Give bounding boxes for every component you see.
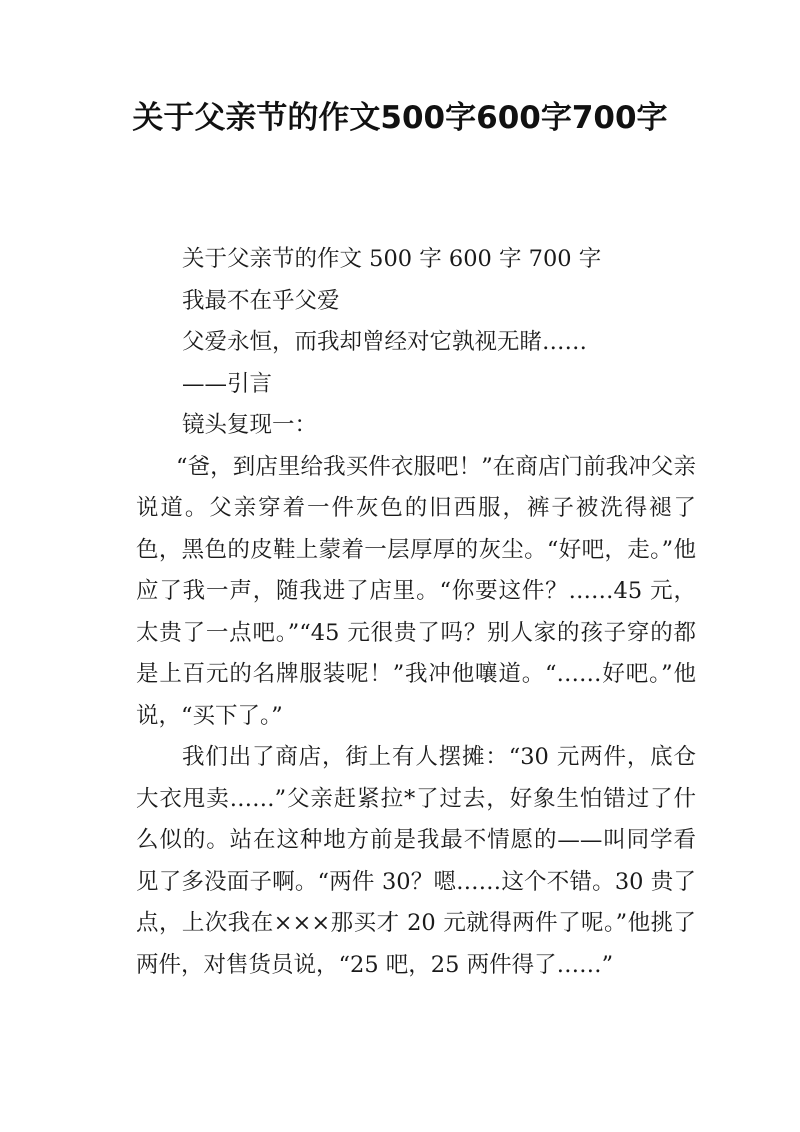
- document-title: 关于父亲节的作文500字600字700字: [132, 100, 668, 136]
- paragraph-epigraph: 父爱永恒，而我却曾经对它孰视无睹……: [182, 329, 588, 355]
- paragraph-scene-label: 镜头复现一：: [182, 412, 318, 438]
- paragraph-subtitle: 我最不在乎父爱: [182, 287, 340, 314]
- document-body: [136, 239, 696, 986]
- paragraph-heading: 关于父亲节的作文 500 字 600 字 700 字: [182, 246, 602, 272]
- paragraph-epigraph-source: ——引言: [182, 370, 273, 397]
- paragraph-body: “爸，到店里给我买件衣服吧！”在商店门前我冲父亲说道。父亲穿着一件灰色的旧西服，裤子被洗得褪了色，黑色的皮鞋上蒙着一层厚厚的灰尘。“好吧，走。”他应了我一声，随我进了店里。“你要这件？……45 元，太贵了一点吧。”“45 元很贵了吗？别人家的孩子穿的都是上百元的名牌服装呢！”我冲他嚷道。“……好吧。”他说，“买下了。”: [136, 453, 696, 729]
- paragraph-body: 我们出了商店，街上有人摆摊：“30 元两件，底仓大衣甩卖……”父亲赶紧拉*了过去，好象生怕错过了什么似的。站在这种地方前是我最不情愿的——叫同学看见了多没面子啊。“两件 30？嗯……这个不错。30 贵了点，上次我在×××那买才 20 元就得两件了呢。”他挑了两件，对售货员说，“25 吧，25 两件得了……”: [136, 744, 696, 978]
